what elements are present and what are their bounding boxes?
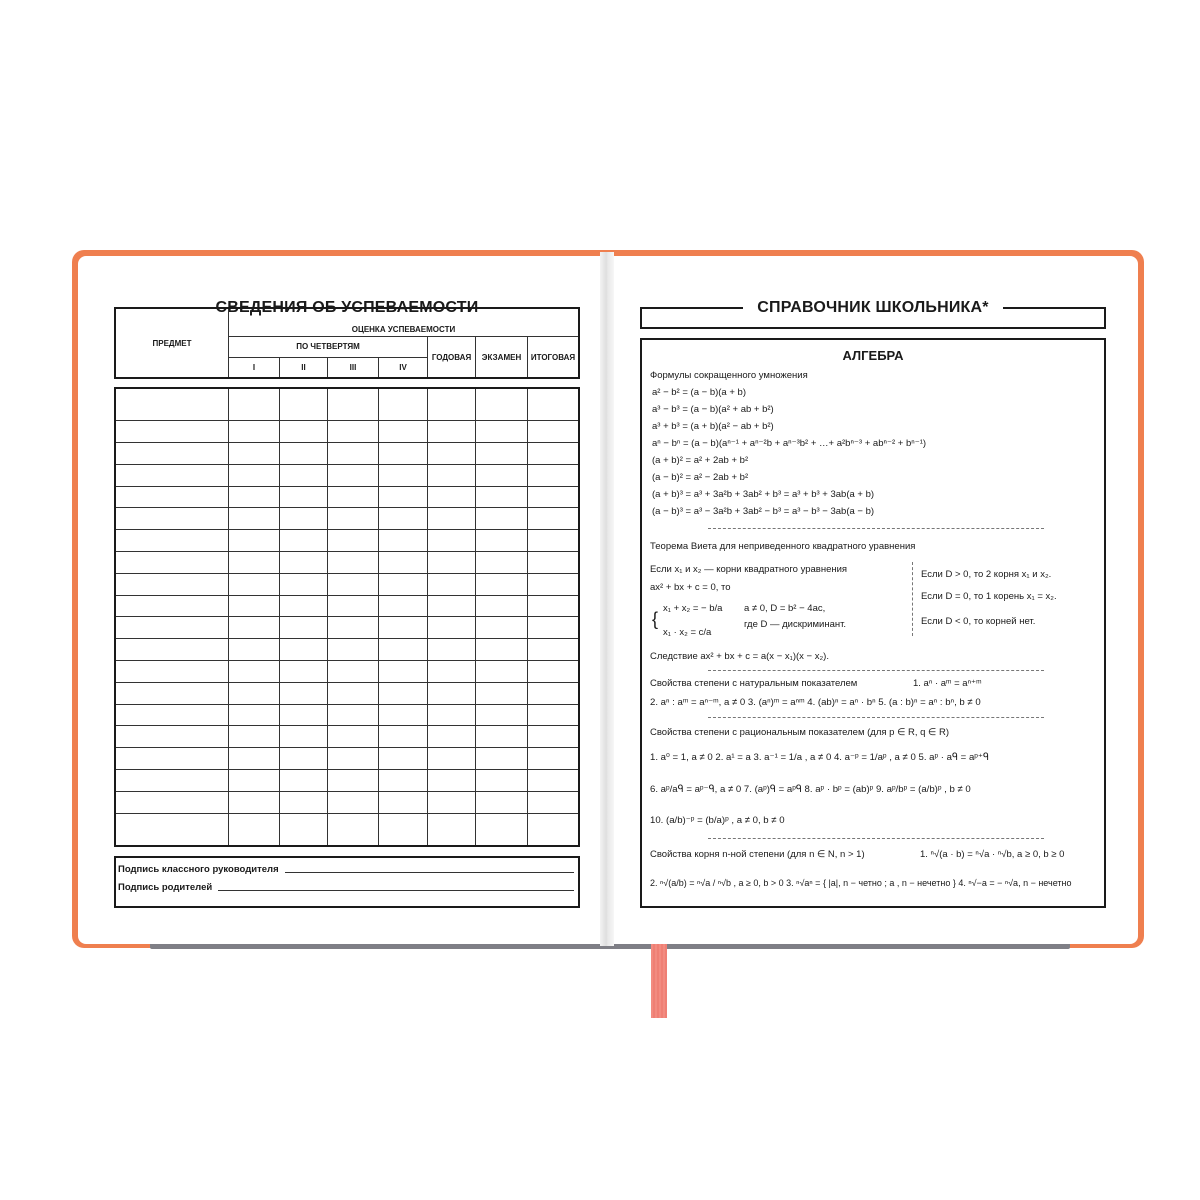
nat-property-1: 1. aⁿ · aᵐ = aⁿ⁺ᵐ — [913, 678, 982, 689]
table-cell[interactable] — [280, 388, 328, 421]
table-cell[interactable] — [428, 551, 476, 573]
table-cell[interactable] — [379, 421, 428, 443]
table-cell[interactable] — [229, 421, 280, 443]
table-cell[interactable] — [328, 421, 379, 443]
table-cell[interactable] — [229, 617, 280, 639]
table-cell[interactable] — [379, 595, 428, 617]
table-cell[interactable] — [528, 617, 580, 639]
mult-formula-3: a³ + b³ = (a + b)(a² − ab + b²) — [652, 421, 774, 432]
table-cell[interactable] — [379, 443, 428, 465]
vieta-if: Если x₁ и x₂ — корни квадратного уравнения — [650, 564, 848, 575]
table-cell[interactable] — [528, 791, 580, 813]
rat-properties-row1: 1. a⁰ = 1, a ≠ 0 2. a¹ = a 3. a⁻¹ = 1/a , a ≠ 0 4. a⁻ᵖ = 1/aᵖ , a ≠ 0 5. aᵖ · aᑫ = aᵖ⁺ᑫ — [650, 752, 989, 763]
table-cell[interactable] — [328, 388, 379, 421]
table-row — [115, 486, 579, 508]
table-cell[interactable] — [115, 595, 229, 617]
table-cell[interactable] — [229, 508, 280, 530]
table-cell[interactable] — [229, 530, 280, 552]
table-cell[interactable] — [379, 530, 428, 552]
table-cell[interactable] — [428, 639, 476, 661]
table-cell[interactable] — [280, 726, 328, 748]
table-cell[interactable] — [229, 726, 280, 748]
table-cell[interactable] — [528, 813, 580, 846]
table-cell[interactable] — [280, 443, 328, 465]
separator — [708, 670, 1044, 671]
mult-heading: Формулы сокращенного умножения — [650, 370, 808, 381]
table-cell[interactable] — [476, 791, 528, 813]
table-cell[interactable] — [428, 595, 476, 617]
table-cell[interactable] — [280, 639, 328, 661]
table-row — [115, 639, 579, 661]
table-cell[interactable] — [476, 639, 528, 661]
table-cell[interactable] — [115, 464, 229, 486]
table-cell[interactable] — [428, 660, 476, 682]
table-cell[interactable] — [528, 421, 580, 443]
signature-teacher — [118, 864, 574, 875]
vieta-divider — [912, 562, 913, 636]
table-cell[interactable] — [476, 464, 528, 486]
table-cell[interactable] — [428, 748, 476, 770]
mult-formula-2: a³ − b³ = (a − b)(a² + ab + b²) — [652, 404, 774, 415]
table-cell[interactable] — [229, 791, 280, 813]
table-row — [115, 748, 579, 770]
table-cell[interactable] — [476, 813, 528, 846]
table-cell[interactable] — [115, 791, 229, 813]
table-cell[interactable] — [115, 421, 229, 443]
table-cell[interactable] — [476, 443, 528, 465]
table-cell[interactable] — [379, 748, 428, 770]
col-final: ИТОГОВАЯ — [528, 337, 580, 378]
col-grade: ОЦЕНКА УСПЕВАЕМОСТИ — [229, 308, 580, 337]
table-cell[interactable] — [528, 388, 580, 421]
table-cell[interactable] — [280, 573, 328, 595]
table-cell[interactable] — [115, 443, 229, 465]
table-cell[interactable] — [229, 704, 280, 726]
signature-parents-label: Подпись родителей — [118, 882, 213, 893]
table-row — [115, 813, 579, 846]
table-cell[interactable] — [328, 791, 379, 813]
col-quarters: ПО ЧЕТВЕРТЯМ — [229, 337, 428, 358]
table-cell[interactable] — [476, 388, 528, 421]
table-cell[interactable] — [476, 660, 528, 682]
table-cell[interactable] — [528, 726, 580, 748]
table-cell[interactable] — [379, 639, 428, 661]
table-cell[interactable] — [528, 443, 580, 465]
table-cell[interactable] — [476, 421, 528, 443]
table-cell[interactable] — [229, 464, 280, 486]
table-cell[interactable] — [476, 551, 528, 573]
table-cell[interactable] — [328, 769, 379, 791]
table-row — [115, 464, 579, 486]
table-cell[interactable] — [280, 421, 328, 443]
table-cell[interactable] — [528, 595, 580, 617]
table-row — [115, 443, 579, 465]
separator — [708, 838, 1044, 839]
table-row — [115, 595, 579, 617]
table-cell[interactable] — [229, 573, 280, 595]
right-page-title: СПРАВОЧНИК ШКОЛЬНИКА* — [757, 299, 989, 316]
table-cell[interactable] — [115, 486, 229, 508]
table-cell[interactable] — [528, 573, 580, 595]
table-cell[interactable] — [528, 660, 580, 682]
table-row — [115, 388, 579, 421]
table-cell[interactable] — [115, 617, 229, 639]
vieta-consequence: Следствие ax² + bx + c = a(x − x₁)(x − x₂). — [650, 651, 829, 662]
mult-formula-5: (a + b)² = a² + 2ab + b² — [652, 455, 749, 466]
vieta-product: x₁ · x₂ = c/a — [663, 627, 712, 638]
table-cell[interactable] — [115, 388, 229, 421]
col-exam: ЭКЗАМЕН — [476, 337, 528, 378]
table-cell[interactable] — [379, 682, 428, 704]
table-cell[interactable] — [229, 813, 280, 846]
rat-heading: Свойства степени с рациональным показателем (для p ∈ R, q ∈ R) — [650, 727, 949, 738]
table-cell[interactable] — [115, 726, 229, 748]
table-cell[interactable] — [428, 388, 476, 421]
rat-properties-row2: 6. aᵖ/aᑫ = aᵖ⁻ᑫ, a ≠ 0 7. (aᵖ)ᑫ = aᵖᑫ 8. aᵖ · bᵖ = (ab)ᵖ 9. aᵖ/bᵖ = (a/b)ᵖ , b ≠ 0 — [650, 784, 971, 795]
table-cell[interactable] — [528, 639, 580, 661]
table-cell[interactable] — [428, 726, 476, 748]
vieta-d2: Если D = 0, то 1 корень x₁ = x₂. — [921, 591, 1057, 602]
table-cell[interactable] — [229, 486, 280, 508]
table-cell[interactable] — [280, 682, 328, 704]
table-cell[interactable] — [476, 530, 528, 552]
table-cell[interactable] — [115, 551, 229, 573]
table-cell[interactable] — [428, 508, 476, 530]
table-cell[interactable] — [115, 639, 229, 661]
table-cell[interactable] — [280, 748, 328, 770]
table-cell[interactable] — [528, 682, 580, 704]
table-cell[interactable] — [528, 530, 580, 552]
table-cell[interactable] — [379, 726, 428, 748]
table-cell[interactable] — [528, 464, 580, 486]
table-cell[interactable] — [115, 660, 229, 682]
table-cell[interactable] — [328, 660, 379, 682]
root-heading: Свойства корня n-ной степени (для n ∈ N, n > 1) — [650, 849, 865, 860]
table-cell[interactable] — [328, 682, 379, 704]
table-cell[interactable] — [379, 388, 428, 421]
separator — [708, 528, 1044, 529]
separator — [708, 717, 1044, 718]
table-cell[interactable] — [379, 617, 428, 639]
vieta-where: где D — дискриминант. — [744, 619, 847, 630]
table-cell[interactable] — [115, 704, 229, 726]
table-cell[interactable] — [328, 813, 379, 846]
vieta-heading: Теорема Виета для неприведенного квадратного уравнения — [650, 541, 916, 552]
table-cell[interactable] — [476, 617, 528, 639]
table-cell[interactable] — [229, 388, 280, 421]
table-row — [115, 508, 579, 530]
vieta-equation: ax² + bx + c = 0, то — [650, 582, 731, 593]
table-cell[interactable] — [379, 486, 428, 508]
table-cell[interactable] — [379, 508, 428, 530]
table-cell[interactable] — [328, 595, 379, 617]
table-cell[interactable] — [476, 726, 528, 748]
table-cell[interactable] — [428, 617, 476, 639]
table-cell[interactable] — [328, 551, 379, 573]
table-row — [115, 704, 579, 726]
table-cell[interactable] — [280, 769, 328, 791]
table-cell[interactable] — [280, 551, 328, 573]
table-cell[interactable] — [280, 813, 328, 846]
table-row — [115, 617, 579, 639]
table-cell[interactable] — [476, 704, 528, 726]
table-cell[interactable] — [476, 595, 528, 617]
table-row — [115, 551, 579, 573]
left-page-title: СВЕДЕНИЯ ОБ УСПЕВАЕМОСТИ — [215, 299, 479, 316]
table-row — [115, 769, 579, 791]
table-row — [115, 421, 579, 443]
nat-properties: 2. aⁿ : aᵐ = aⁿ⁻ᵐ, a ≠ 0 3. (aⁿ)ᵐ = aⁿᵐ 4. (ab)ⁿ = aⁿ · bⁿ 5. (a : b)ⁿ = aⁿ : bⁿ, b ≠ 0 — [650, 697, 981, 708]
quarter-1: I — [229, 357, 280, 378]
table-cell[interactable] — [528, 704, 580, 726]
table-cell[interactable] — [229, 748, 280, 770]
root-property-1: 1. ⁿ√(a · b) = ⁿ√a · ⁿ√b, a ≥ 0, b ≥ 0 — [920, 849, 1065, 860]
table-cell[interactable] — [115, 508, 229, 530]
table-cell[interactable] — [428, 769, 476, 791]
nat-heading: Свойства степени с натуральным показателем — [650, 678, 858, 689]
table-row — [115, 660, 579, 682]
table-cell[interactable] — [428, 443, 476, 465]
table-cell[interactable] — [280, 617, 328, 639]
rat-properties-row3: 10. (a/b)⁻ᵖ = (b/a)ᵖ , a ≠ 0, b ≠ 0 — [650, 815, 785, 826]
table-cell[interactable] — [280, 530, 328, 552]
quarter-3: III — [328, 357, 379, 378]
table-row — [115, 791, 579, 813]
table-cell[interactable] — [328, 748, 379, 770]
vieta-sum: x₁ + x₂ = − b/a — [663, 603, 723, 614]
table-cell[interactable] — [428, 813, 476, 846]
table-cell[interactable] — [280, 660, 328, 682]
grades-header-table — [114, 307, 580, 379]
table-cell[interactable] — [229, 769, 280, 791]
table-cell[interactable] — [476, 508, 528, 530]
table-cell[interactable] — [428, 704, 476, 726]
table-cell[interactable] — [328, 464, 379, 486]
table-cell[interactable] — [428, 530, 476, 552]
table-cell[interactable] — [379, 573, 428, 595]
table-cell[interactable] — [379, 791, 428, 813]
table-cell[interactable] — [379, 464, 428, 486]
table-cell[interactable] — [328, 486, 379, 508]
table-cell[interactable] — [328, 726, 379, 748]
table-cell[interactable] — [280, 791, 328, 813]
section-title: АЛГЕБРА — [842, 348, 904, 363]
table-cell[interactable] — [528, 508, 580, 530]
table-cell[interactable] — [328, 530, 379, 552]
vieta-d3: Если D < 0, то корней нет. — [921, 616, 1036, 627]
vieta-condition: a ≠ 0, D = b² − 4ac, — [744, 603, 826, 614]
table-cell[interactable] — [280, 486, 328, 508]
vieta-brace: { — [652, 609, 659, 629]
mult-formula-4: aⁿ − bⁿ = (a − b)(aⁿ⁻¹ + aⁿ⁻²b + aⁿ⁻³b² + …+ a²bⁿ⁻³ + abⁿ⁻² + bⁿ⁻¹) — [652, 438, 927, 449]
table-cell[interactable] — [229, 551, 280, 573]
right-header-box — [640, 307, 1106, 329]
table-cell[interactable] — [115, 813, 229, 846]
table-cell[interactable] — [229, 443, 280, 465]
table-row — [115, 530, 579, 552]
table-cell[interactable] — [428, 421, 476, 443]
table-cell[interactable] — [115, 682, 229, 704]
table-row — [115, 573, 579, 595]
table-cell[interactable] — [428, 573, 476, 595]
bookmark-ribbon — [651, 944, 667, 1018]
root-properties: 2. ⁿ√(a/b) = ⁿ√a / ⁿ√b , a ≥ 0, b > 0 3. ⁿ√aⁿ = { |a|, n − четно ; a , n − нечетно } 4. ⁿ√−a = − ⁿ√a, n − нечетно — [650, 878, 1072, 888]
table-cell[interactable] — [379, 704, 428, 726]
notebook-spine — [600, 252, 614, 946]
signature-teacher-label: Подпись классного руководителя — [118, 864, 279, 875]
table-cell[interactable] — [328, 573, 379, 595]
table-row — [115, 726, 579, 748]
table-cell[interactable] — [476, 748, 528, 770]
table-cell[interactable] — [528, 769, 580, 791]
table-cell[interactable] — [328, 704, 379, 726]
table-cell[interactable] — [379, 769, 428, 791]
table-cell[interactable] — [115, 769, 229, 791]
mult-formula-8: (a − b)³ = a³ − 3a²b + 3ab² − b³ = a³ − b³ − 3ab(a − b) — [652, 506, 875, 517]
table-cell[interactable] — [328, 508, 379, 530]
table-cell[interactable] — [379, 660, 428, 682]
col-year: ГОДОВАЯ — [428, 337, 476, 378]
table-cell[interactable] — [428, 464, 476, 486]
table-cell[interactable] — [428, 682, 476, 704]
table-cell[interactable] — [428, 486, 476, 508]
table-cell[interactable] — [476, 682, 528, 704]
table-cell[interactable] — [379, 551, 428, 573]
table-cell[interactable] — [280, 595, 328, 617]
table-cell[interactable] — [280, 704, 328, 726]
table-cell[interactable] — [229, 682, 280, 704]
table-cell[interactable] — [280, 508, 328, 530]
table-cell[interactable] — [115, 748, 229, 770]
table-cell[interactable] — [528, 748, 580, 770]
grades-table — [114, 387, 580, 847]
vieta-d1: Если D > 0, то 2 корня x₁ и x₂. — [921, 569, 1052, 580]
quarter-2: II — [280, 357, 328, 378]
table-cell[interactable] — [476, 486, 528, 508]
signature-parents — [118, 882, 574, 893]
table-cell[interactable] — [229, 639, 280, 661]
table-cell[interactable] — [115, 573, 229, 595]
col-subject: ПРЕДМЕТ — [115, 308, 229, 378]
table-cell[interactable] — [328, 617, 379, 639]
mult-formula-7: (a + b)³ = a³ + 3a²b + 3ab² + b³ = a³ + b³ + 3ab(a + b) — [652, 489, 875, 500]
table-cell[interactable] — [528, 486, 580, 508]
table-cell[interactable] — [229, 595, 280, 617]
table-cell[interactable] — [328, 639, 379, 661]
table-cell[interactable] — [115, 530, 229, 552]
table-cell[interactable] — [476, 769, 528, 791]
table-cell[interactable] — [379, 813, 428, 846]
table-row — [115, 682, 579, 704]
table-cell[interactable] — [476, 573, 528, 595]
table-cell[interactable] — [428, 791, 476, 813]
table-cell[interactable] — [280, 464, 328, 486]
table-cell[interactable] — [229, 660, 280, 682]
table-cell[interactable] — [328, 443, 379, 465]
mult-formula-1: a² − b² = (a − b)(a + b) — [652, 387, 746, 398]
mult-formula-6: (a − b)² = a² − 2ab + b² — [652, 472, 749, 483]
table-cell[interactable] — [528, 551, 580, 573]
quarter-4: IV — [379, 357, 428, 378]
